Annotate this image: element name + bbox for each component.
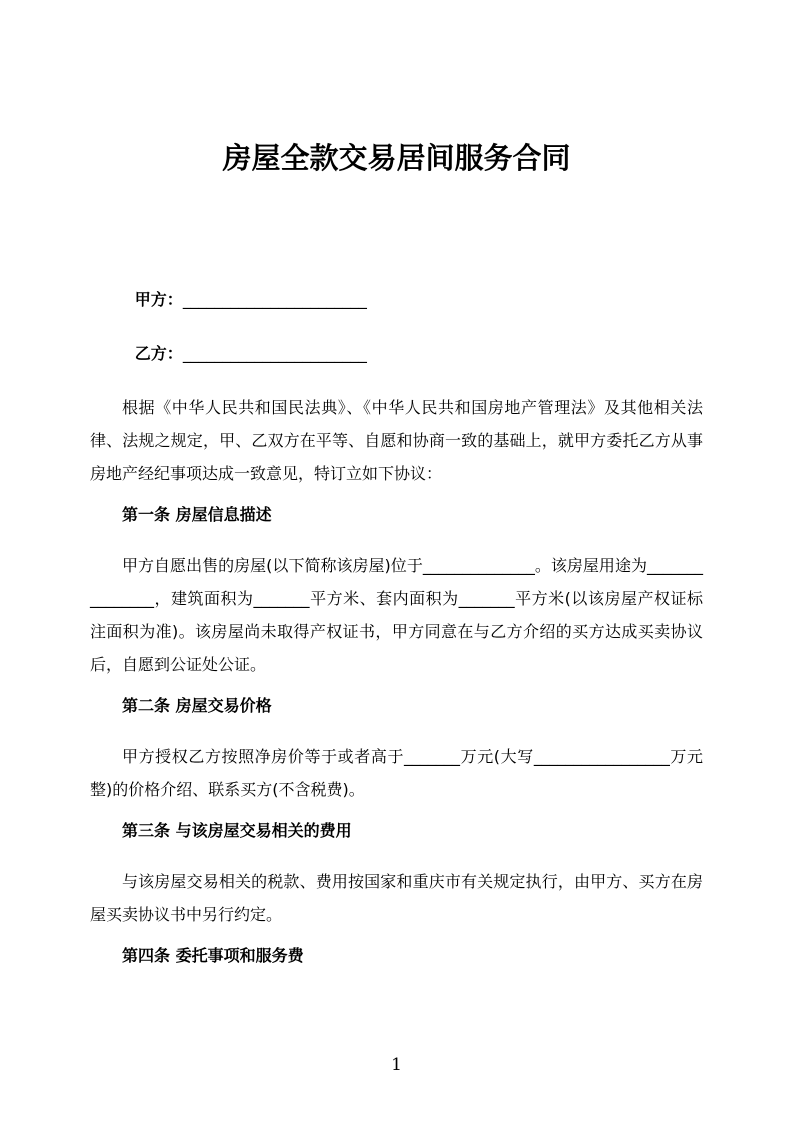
section-1-heading: 第一条 房屋信息描述: [122, 505, 272, 524]
section-2-heading: 第二条 房屋交易价格: [122, 696, 272, 715]
party-a-blank: _______________________: [182, 290, 367, 309]
page-number: 1: [391, 1055, 402, 1075]
party-b-blank: _______________________: [182, 344, 367, 363]
party-a-line: [90, 283, 703, 316]
section-3-body: 与该房屋交易相关的税款、费用按国家和重庆市有关规定执行，由甲方、买方在房屋买卖协议书中另行约定。: [90, 872, 703, 924]
document-title: 房屋全款交易居间服务合同: [222, 141, 571, 175]
party-b-line: [90, 337, 703, 370]
party-b-label: 乙方：: [134, 344, 183, 363]
party-a-label: 甲方：: [134, 290, 183, 309]
section-3-heading: 第三条 与该房屋交易相关的费用: [122, 821, 352, 840]
section-2-body: 甲方授权乙方按照净房价等于或者高于_______万元(大写_________________万元整)的价格介绍、联系买方(不含税费)。: [90, 747, 703, 799]
section-4-heading: 第四条 委托事项和服务费: [122, 946, 304, 965]
section-1-body: 甲方自愿出售的房屋(以下简称该房屋)位于______________。该房屋用途为_______________，建筑面积为_______平方米、套内面积为_______平方米(以该房屋产权证标注面积为准)。该房屋尚未取得产权证书，甲方同意在与乙方介绍的买方达成买卖协议后，自愿到公证处公证。: [90, 556, 703, 674]
preamble-paragraph: 根据《中华人民共和国民法典》、《中华人民共和国房地产管理法》及其他相关法律、法规之规定，甲、乙双方在平等、自愿和协商一致的基础上，就甲方委托乙方从事房地产经纪事项达成一致意见，特订立如下协议：: [90, 398, 703, 483]
